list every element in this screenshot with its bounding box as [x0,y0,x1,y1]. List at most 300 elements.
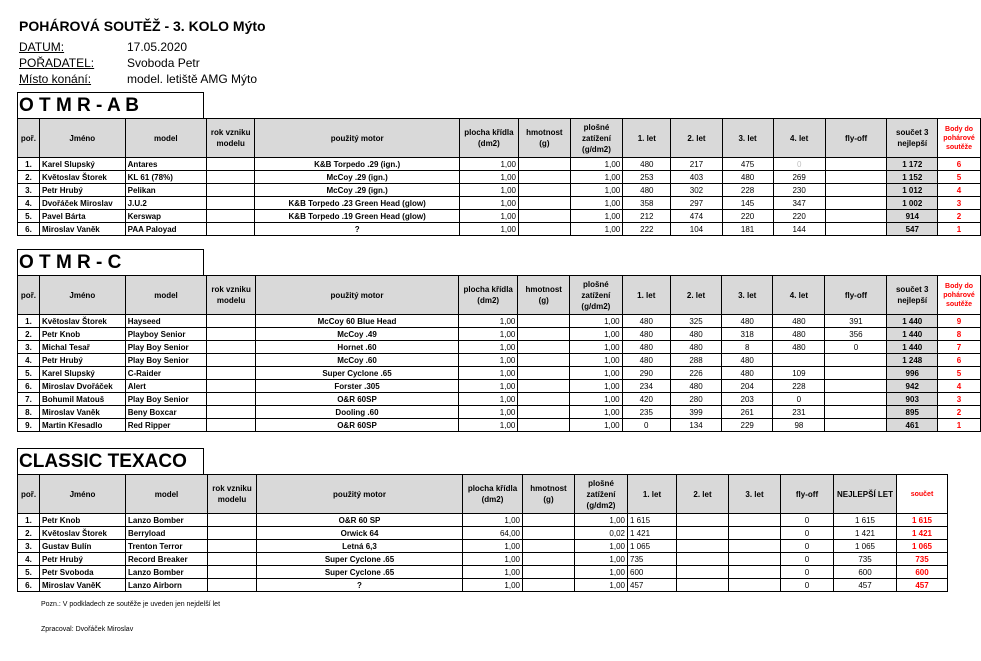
cell-model: KL 61 (78%) [125,171,206,184]
results-table-otmr-c [17,275,981,432]
cell-l3 [729,540,781,553]
cell-l2 [677,553,729,566]
col-nejlepsi: NEJLEPŠÍ LET [834,475,897,514]
table-row [18,566,948,579]
cell-flyoff [825,171,887,184]
cell-model: Pelikan [125,184,206,197]
cell-soucet: 1 012 [887,184,938,197]
cell-soucet: 1 248 [887,354,938,367]
cell-l1: 480 [622,354,670,367]
cell-nejlepsi: 600 [834,566,897,579]
col-let1: 1. let [623,119,671,158]
results-table-otmr-ab [17,118,981,236]
cell-soucet: 461 [887,419,938,432]
cell-l1: 290 [622,367,670,380]
cell-zatizeni: 1,00 [570,341,623,354]
cell-jmeno: Miroslav Vaněk [39,223,125,236]
cell-motor: K&B Torpedo .19 Green Head (glow) [255,210,459,223]
cell-l2 [677,527,729,540]
cell-motor: O&R 60SP [255,419,458,432]
cell-soucet: 600 [897,566,948,579]
cell-jmeno: Bohumil Matouš [39,393,125,406]
cell-soucet: 457 [897,579,948,592]
col-plocha: plocha křídla (dm2) [459,119,518,158]
cell-plocha: 1,00 [463,566,523,579]
cell-flyoff [825,197,887,210]
meta-venue-value: model. letiště AMG Mýto [127,72,258,86]
meta-date-label: DATUM: [19,40,65,54]
cell-por: 2. [18,171,40,184]
cell-plocha: 1,00 [459,197,518,210]
cell-motor: Letná 6,3 [257,540,463,553]
cell-flyoff: 0 [781,540,834,553]
cell-hmotnost [523,527,575,540]
cell-zatizeni: 1,00 [570,419,623,432]
cell-flyoff [825,406,887,419]
cell-rok [208,579,257,592]
cell-motor: Dooling .60 [255,406,458,419]
cell-l4: 0 [773,393,825,406]
cell-zatizeni: 1,00 [570,328,623,341]
cell-jmeno: Petr Knob [39,328,125,341]
cell-nejlepsi: 735 [834,553,897,566]
cell-plocha: 1,00 [459,171,518,184]
cell-nejlepsi: 1 421 [834,527,897,540]
table-header-row [18,276,981,315]
cell-plocha: 1,00 [463,579,523,592]
section-title-otmr-ab: O T M R - A B [17,92,204,118]
cell-model: Alert [125,380,207,393]
cell-body: 4 [938,184,981,197]
cell-jmeno: Květoslav Štorek [39,315,125,328]
footnote: Pozn.: V podkladech ze soutěže je uveden jen nejdelší let [41,601,221,608]
col-soucet3: součet 3 nejlepší [887,276,938,315]
cell-l1: 735 [628,553,677,566]
cell-flyoff: 0 [781,514,834,527]
cell-l3: 318 [722,328,773,341]
cell-plocha: 1,00 [459,210,518,223]
cell-motor: Orwick 64 [257,527,463,540]
cell-l2: 399 [670,406,721,419]
cell-zatizeni: 1,00 [570,158,622,171]
cell-zatizeni: 1,00 [575,553,628,566]
document-title: POHÁROVÁ SOUTĚŽ - 3. KOLO Mýto [19,18,266,34]
col-rok: rok vzniku modelu [207,276,256,315]
cell-por: 3. [18,341,40,354]
processed-by: Zpracoval: Dvořáček Miroslav [41,626,134,633]
cell-plocha: 1,00 [459,393,518,406]
cell-l2 [677,514,729,527]
col-let2: 2. let [670,276,721,315]
cell-l2: 134 [670,419,721,432]
cell-rok [206,210,255,223]
cell-l4: 0 [773,158,825,171]
cell-l2: 480 [670,328,721,341]
cell-motor: Forster .305 [255,380,458,393]
col-flyoff: fly-off [781,475,834,514]
cell-por: 4. [18,197,40,210]
cell-zatizeni: 1,00 [570,406,623,419]
cell-body: 6 [938,158,981,171]
results-table-classic-texaco [17,474,948,592]
cell-zatizeni: 1,00 [575,514,628,527]
cell-rok [208,527,257,540]
cell-l1: 480 [623,158,671,171]
cell-l4: 480 [773,341,825,354]
cell-l2: 280 [670,393,721,406]
cell-rok [207,393,256,406]
cell-l2 [677,566,729,579]
cell-l2: 480 [670,380,721,393]
cell-l2: 104 [671,223,722,236]
cell-jmeno: Dvořáček Miroslav [39,197,125,210]
cell-body: 2 [938,406,981,419]
table-body [18,315,981,432]
col-por: poř. [18,119,40,158]
cell-hmotnost [518,406,570,419]
cell-l4: 347 [773,197,825,210]
cell-motor: Hornet .60 [255,341,458,354]
cell-l4: 228 [773,380,825,393]
cell-flyoff: 0 [781,553,834,566]
cell-body: 8 [938,328,981,341]
cell-jmeno: Pavel Bárta [39,210,125,223]
col-soucet3: součet 3 nejlepší [887,119,938,158]
cell-model: C-Raider [125,367,207,380]
cell-l2: 226 [670,367,721,380]
cell-l3: 181 [722,223,773,236]
cell-motor: McCoy .49 [255,328,458,341]
cell-zatizeni: 1,00 [570,184,622,197]
cell-por: 2. [18,527,40,540]
cell-rok [208,566,257,579]
col-let3: 3. let [722,276,773,315]
cell-l4: 231 [773,406,825,419]
cell-motor: O&R 60 SP [257,514,463,527]
cell-jmeno: Petr Hrubý [39,184,125,197]
table-body [18,158,981,236]
table-row [18,184,981,197]
cell-l1: 480 [622,328,670,341]
cell-plocha: 1,00 [459,315,518,328]
table-row [18,341,981,354]
cell-model: Play Boy Senior [125,341,207,354]
cell-l3: 220 [722,210,773,223]
cell-jmeno: Karel Slupský [39,158,125,171]
col-flyoff: fly-off [825,276,887,315]
cell-l4: 480 [773,328,825,341]
cell-por: 8. [18,406,40,419]
cell-soucet: 1 440 [887,328,938,341]
cell-jmeno: Miroslav Dvořáček [39,380,125,393]
cell-zatizeni: 1,00 [570,354,623,367]
cell-motor: K&B Torpedo .29 (ign.) [255,158,459,171]
cell-hmotnost [518,367,570,380]
cell-model: Berryload [126,527,208,540]
cell-l3 [729,514,781,527]
col-body: Body do pohárové soutěže [938,119,981,158]
cell-jmeno: Miroslav Vaněk [39,406,125,419]
cell-hmotnost [519,184,571,197]
cell-plocha: 1,00 [459,367,518,380]
table-row [18,197,981,210]
cell-plocha: 64,00 [463,527,523,540]
table-row [18,367,981,380]
cell-nejlepsi: 1 615 [834,514,897,527]
cell-zatizeni: 1,00 [570,367,623,380]
table-row [18,527,948,540]
col-let2: 2. let [677,475,729,514]
cell-por: 7. [18,393,40,406]
cell-hmotnost [523,553,575,566]
col-rok: rok vzniku modelu [208,475,257,514]
cell-l2: 288 [670,354,721,367]
cell-flyoff [825,223,887,236]
cell-hmotnost [519,158,571,171]
cell-l3: 475 [722,158,773,171]
col-jmeno: Jméno [40,475,126,514]
cell-flyoff [825,380,887,393]
section-title-otmr-c: O T M R - C [17,249,204,275]
table-row [18,419,981,432]
cell-motor: McCoy .29 (ign.) [255,184,459,197]
cell-rok [207,367,256,380]
table-row [18,540,948,553]
cell-l1: 1 065 [628,540,677,553]
cell-zatizeni: 1,00 [575,579,628,592]
cell-soucet: 895 [887,406,938,419]
col-por: poř. [18,276,40,315]
cell-por: 6. [18,380,40,393]
cell-model: Play Boy Senior [125,354,207,367]
cell-l4: 269 [773,171,825,184]
cell-rok [208,553,257,566]
cell-jmeno: Miroslav VaněK [40,579,126,592]
cell-flyoff: 0 [781,566,834,579]
meta-date-value: 17.05.2020 [127,40,188,54]
cell-soucet: 914 [887,210,938,223]
cell-jmeno: Květoslav Štorek [40,527,126,540]
cell-soucet: 547 [887,223,938,236]
col-let2: 2. let [671,119,722,158]
cell-soucet: 1 152 [887,171,938,184]
cell-body: 5 [938,171,981,184]
cell-hmotnost [518,354,570,367]
cell-model: Trenton Terror [126,540,208,553]
cell-model: Kerswap [125,210,206,223]
cell-motor: ? [257,579,463,592]
cell-por: 5. [18,566,40,579]
cell-soucet: 1 421 [897,527,948,540]
table-row [18,328,981,341]
table-body [18,514,948,592]
cell-flyoff [825,419,887,432]
cell-plocha: 1,00 [459,158,518,171]
cell-motor: ? [255,223,459,236]
cell-rok [207,328,256,341]
cell-zatizeni: 1,00 [570,210,622,223]
cell-rok [206,171,255,184]
col-motor: použitý motor [257,475,463,514]
cell-flyoff: 391 [825,315,887,328]
cell-l3: 228 [722,184,773,197]
col-let3: 3. let [722,119,773,158]
cell-l3: 480 [722,354,773,367]
cell-soucet: 1 172 [887,158,938,171]
cell-l1: 480 [623,184,671,197]
cell-zatizeni: 1,00 [575,566,628,579]
cell-plocha: 1,00 [463,553,523,566]
cell-rok [207,380,256,393]
cell-motor: Super Cyclone .65 [257,553,463,566]
cell-rok [207,419,256,432]
cell-motor: McCoy 60 Blue Head [255,315,458,328]
cell-l1: 457 [628,579,677,592]
col-hmotnost: hmotnost (g) [518,276,570,315]
cell-l1: 600 [628,566,677,579]
cell-model: Lanzo Bomber [126,566,208,579]
table-header-row [18,475,948,514]
col-rok: rok vzniku modelu [206,119,255,158]
table-row [18,171,981,184]
cell-l1: 222 [623,223,671,236]
cell-hmotnost [519,210,571,223]
cell-flyoff [825,367,887,380]
cell-model: J.U.2 [125,197,206,210]
cell-l1: 420 [622,393,670,406]
cell-motor: K&B Torpedo .23 Green Head (glow) [255,197,459,210]
col-model: model [126,475,208,514]
cell-model: Lanzo Bomber [126,514,208,527]
cell-por: 1. [18,315,40,328]
cell-plocha: 1,00 [463,514,523,527]
cell-model: Record Breaker [126,553,208,566]
cell-rok [207,406,256,419]
cell-l2: 403 [671,171,722,184]
cell-por: 2. [18,328,40,341]
col-plocha: plocha křídla (dm2) [463,475,523,514]
cell-body: 3 [938,393,981,406]
cell-l1: 1 615 [628,514,677,527]
cell-body: 9 [938,315,981,328]
col-flyoff: fly-off [825,119,887,158]
col-motor: použitý motor [255,276,458,315]
cell-nejlepsi: 457 [834,579,897,592]
cell-zatizeni: 1,00 [570,223,622,236]
cell-model: Lanzo Airborn [126,579,208,592]
cell-rok [206,158,255,171]
cell-por: 1. [18,158,40,171]
cell-soucet: 942 [887,380,938,393]
cell-model: Red Ripper [125,419,207,432]
table-row [18,354,981,367]
table-header-row [18,119,981,158]
cell-jmeno: Petr Knob [40,514,126,527]
cell-l3: 204 [722,380,773,393]
cell-nejlepsi: 1 065 [834,540,897,553]
col-model: model [125,119,206,158]
cell-flyoff [825,184,887,197]
col-zatizeni: plošné zatížení (g/dm2) [575,475,628,514]
cell-hmotnost [518,380,570,393]
cell-l3: 480 [722,171,773,184]
cell-jmeno: Gustav Bulín [40,540,126,553]
meta-organizer-value: Svoboda Petr [127,56,200,70]
cell-l3: 480 [722,367,773,380]
cell-l4: 220 [773,210,825,223]
cell-por: 1. [18,514,40,527]
col-por: poř. [18,475,40,514]
cell-l2: 302 [671,184,722,197]
cell-por: 9. [18,419,40,432]
meta-organizer-label: POŘADATEL: [19,56,95,70]
cell-por: 6. [18,579,40,592]
cell-model: Beny Boxcar [125,406,207,419]
col-zatizeni: plošné zatížení (g/dm2) [570,119,622,158]
cell-l1: 480 [622,341,670,354]
cell-plocha: 1,00 [459,341,518,354]
col-let4: 4. let [773,276,825,315]
cell-motor: Super Cyclone .65 [255,367,458,380]
cell-hmotnost [518,341,570,354]
col-soucet: součet [897,475,948,514]
cell-zatizeni: 1,00 [570,315,623,328]
cell-hmotnost [523,540,575,553]
meta-venue-label: Místo konání: [19,72,92,86]
cell-hmotnost [519,223,571,236]
cell-soucet: 1 065 [897,540,948,553]
table-row [18,315,981,328]
cell-por: 4. [18,553,40,566]
cell-soucet: 735 [897,553,948,566]
cell-plocha: 1,00 [459,354,518,367]
table-row [18,223,981,236]
col-jmeno: Jméno [39,119,125,158]
cell-motor: Super Cyclone .65 [257,566,463,579]
cell-hmotnost [518,315,570,328]
col-jmeno: Jméno [39,276,125,315]
cell-l1: 1 421 [628,527,677,540]
table-row [18,406,981,419]
cell-model: Antares [125,158,206,171]
table-row [18,579,948,592]
cell-l4: 144 [773,223,825,236]
cell-zatizeni: 1,00 [570,380,623,393]
cell-l3 [729,553,781,566]
cell-rok [208,540,257,553]
section-title-classic-texaco: CLASSIC TEXACO [17,448,204,474]
cell-l3: 261 [722,406,773,419]
cell-zatizeni: 1,00 [570,197,622,210]
cell-l4 [773,354,825,367]
cell-hmotnost [523,566,575,579]
cell-model: Play Boy Senior [125,393,207,406]
cell-body: 6 [938,354,981,367]
cell-l3: 145 [722,197,773,210]
cell-flyoff: 356 [825,328,887,341]
cell-body: 5 [938,367,981,380]
cell-l3 [729,579,781,592]
cell-l2: 297 [671,197,722,210]
cell-soucet: 1 002 [887,197,938,210]
cell-plocha: 1,00 [459,419,518,432]
cell-rok [207,315,256,328]
cell-plocha: 1,00 [459,328,518,341]
cell-l3 [729,527,781,540]
cell-body: 4 [938,380,981,393]
col-motor: použitý motor [255,119,459,158]
table-row [18,158,981,171]
